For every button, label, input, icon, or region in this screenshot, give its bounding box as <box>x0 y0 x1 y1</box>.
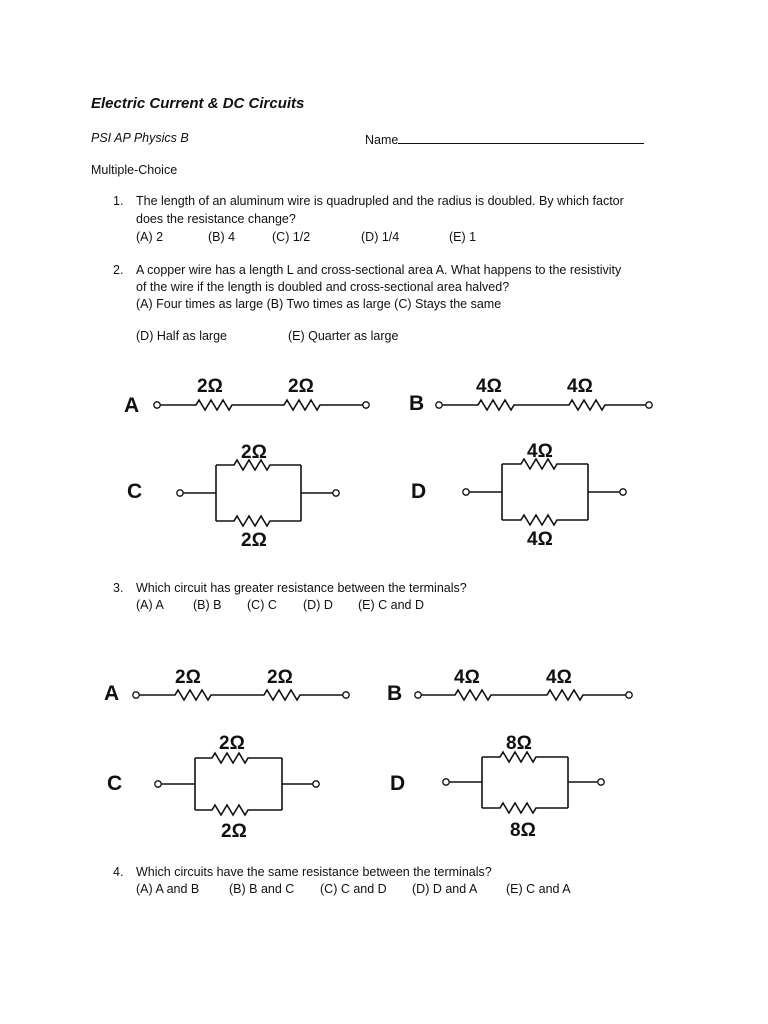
question-text-line: does the resistance change? <box>136 212 296 226</box>
circuit-diagram-set-1 <box>0 360 768 560</box>
answer-choices-row: (A) Four times as large (B) Two times as large (C) Stays the same <box>136 297 502 311</box>
resistor-label: 2Ω <box>175 667 201 688</box>
circuit-b-series <box>387 667 632 705</box>
answer-choice: (E) Quarter as large <box>288 329 399 343</box>
question-text-line: of the wire if the length is doubled and cross-sectional area halved? <box>136 280 510 294</box>
terminal <box>177 490 183 496</box>
resistor-label: 4Ω <box>527 529 553 550</box>
answer-choice: (D) Half as large <box>136 329 227 343</box>
answer-choice: (E) 1 <box>449 230 477 244</box>
answer-choice: (D) 1/4 <box>361 230 400 244</box>
answer-choice: (B) B and C <box>229 882 295 896</box>
circuit-a-series <box>104 667 349 705</box>
name-label: Name <box>365 133 399 147</box>
answer-choice: (C) 1/2 <box>272 230 311 244</box>
answer-choice: (B) B <box>193 598 222 612</box>
circuit-label: D <box>390 772 406 795</box>
answer-choice: (B) 4 <box>208 230 236 244</box>
terminal <box>620 489 626 495</box>
resistor-label: 2Ω <box>241 442 267 463</box>
resistor-label: 2Ω <box>219 733 245 754</box>
question-text-line: A copper wire has a length L and cross-sectional area A. What happens to the resistivity <box>136 263 622 277</box>
circuit-diagram-set-2 <box>0 650 768 850</box>
answer-choice: (E) C and D <box>358 598 424 612</box>
circuit-d-parallel <box>390 733 604 841</box>
resistor-label: 8Ω <box>510 820 536 841</box>
question-number: 1. <box>113 194 124 208</box>
resistor-label: 4Ω <box>567 376 593 397</box>
resistor-label: 2Ω <box>288 376 314 397</box>
circuit-label: A <box>104 682 120 705</box>
terminal <box>436 402 442 408</box>
terminal <box>363 402 369 408</box>
answer-choice: (D) D <box>303 598 333 612</box>
question-number: 3. <box>113 581 124 595</box>
name-field <box>365 131 644 147</box>
resistor-label: 8Ω <box>506 733 532 754</box>
terminal <box>646 402 652 408</box>
resistor-label: 2Ω <box>241 530 267 551</box>
terminal <box>133 692 139 698</box>
terminal <box>343 692 349 698</box>
resistor-label: 4Ω <box>454 667 480 688</box>
question-text-line: Which circuits have the same resistance between the terminals? <box>136 865 492 879</box>
series-wire <box>442 400 646 410</box>
circuit-label: B <box>409 392 425 415</box>
question-text-line: The length of an aluminum wire is quadrupled and the radius is doubled. By which factor <box>136 194 624 208</box>
circuit-label: A <box>124 394 140 417</box>
answer-choice: (D) D and A <box>412 882 478 896</box>
resistor-label: 2Ω <box>267 667 293 688</box>
resistor-label: 2Ω <box>197 376 223 397</box>
circuit-label: C <box>107 772 123 795</box>
resistor-label: 4Ω <box>476 376 502 397</box>
answer-choice: (A) A and B <box>136 882 200 896</box>
resistor-label: 4Ω <box>527 441 553 462</box>
question-text-line: Which circuit has greater resistance between the terminals? <box>136 581 467 595</box>
circuit-c-parallel <box>107 733 319 842</box>
series-wire <box>139 690 343 700</box>
answer-choice: (C) C <box>247 598 277 612</box>
circuit-b-series <box>409 376 652 415</box>
terminal <box>154 402 160 408</box>
terminal <box>626 692 632 698</box>
parallel-wire <box>469 459 620 525</box>
parallel-wire <box>183 460 333 526</box>
resistor-label: 4Ω <box>546 667 572 688</box>
circuit-label: C <box>127 480 143 503</box>
terminal <box>443 779 449 785</box>
terminal <box>155 781 161 787</box>
question-number: 4. <box>113 865 124 879</box>
terminal <box>333 490 339 496</box>
circuit-c-parallel <box>127 442 339 551</box>
parallel-wire <box>161 753 313 815</box>
page-title: Electric Current & DC Circuits <box>91 95 305 112</box>
resistor-label: 2Ω <box>221 821 247 842</box>
question-number: 2. <box>113 263 124 277</box>
answer-choice: (A) A <box>136 598 164 612</box>
section-heading: Multiple-Choice <box>91 163 178 177</box>
name-blank-line <box>398 131 644 144</box>
terminal <box>415 692 421 698</box>
series-wire <box>421 690 626 700</box>
series-wire <box>160 400 363 410</box>
answer-choice: (C) C and D <box>320 882 387 896</box>
course-name: PSI AP Physics B <box>91 131 189 145</box>
terminal <box>313 781 319 787</box>
answer-choice: (E) C and A <box>506 882 571 896</box>
answer-choice: (A) 2 <box>136 230 164 244</box>
terminal <box>463 489 469 495</box>
parallel-wire <box>449 752 598 813</box>
terminal <box>598 779 604 785</box>
circuit-a-series <box>124 376 369 417</box>
circuit-label: D <box>411 480 427 503</box>
circuit-label: B <box>387 682 403 705</box>
circuit-d-parallel <box>411 441 626 550</box>
